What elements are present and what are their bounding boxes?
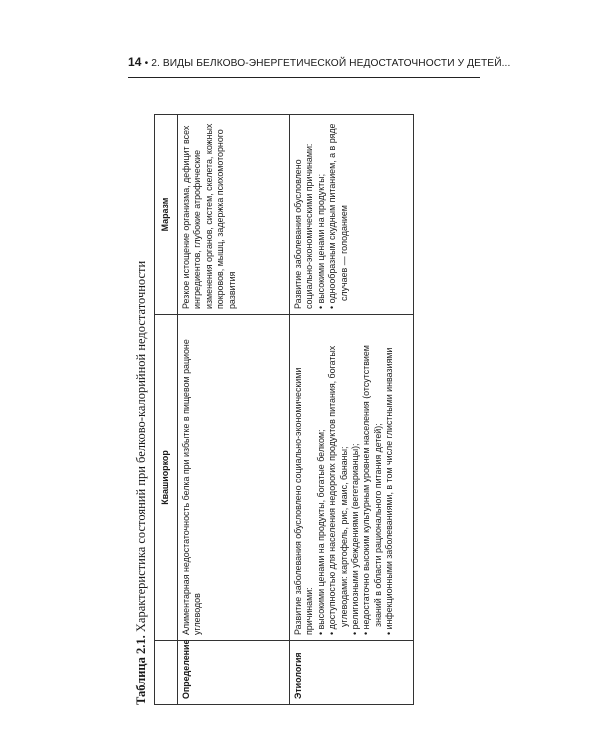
cell-text: Алиментарная недостаточность белка при избытке в пищевом рационе углеводов: [181, 339, 203, 635]
page-number: 14: [128, 55, 142, 69]
header-separator: •: [144, 58, 149, 69]
characteristics-table: [154, 114, 414, 705]
cell-definition-marasmus: [178, 115, 290, 315]
list-item: • недостаточно высоким культурным уровнем населения (отсутствием знаний в области рационального питания детей);: [361, 320, 384, 635]
list-item: • религиозными убеждениями (вегетарианцы);: [350, 320, 361, 635]
table-row-definition: [178, 115, 290, 705]
list-item: • высокими ценами на продукты;: [316, 120, 327, 309]
bullet-list: [316, 120, 350, 309]
header-cell-empty: [155, 641, 178, 705]
header-cell-kwashiorkor: Квашиоркор: [155, 315, 178, 641]
cell-text: Развитие заболевания обусловлено социально-экономическими причинами:: [293, 143, 315, 309]
table-row-etiology: [290, 115, 414, 705]
cell-text: Резкое истощение организма, дефицит всех ингредиентов, глубокие атрофические изменения органов, систем, скелета, кожных покровов, мышц, задержка психомоторного развития: [181, 123, 237, 309]
header-cell-marasmus: Маразм: [155, 115, 178, 315]
bullet-list: [316, 320, 396, 635]
list-item: • однообразным скудным питанием, а в ряде случаев — голоданием: [327, 120, 350, 309]
table-caption-label: Таблица 2.1.: [134, 635, 148, 705]
list-item: • высокими ценами на продукты, богатые белком;: [316, 320, 327, 635]
running-header: [128, 55, 511, 78]
cell-etiology-kwashiorkor: [290, 315, 414, 641]
running-title: 2. ВИДЫ БЕЛКОВО-ЭНЕРГЕТИЧЕСКОЙ НЕДОСТАТОЧНОСТИ У ДЕТЕЙ...: [151, 58, 511, 69]
list-item: • инфекционными заболеваниями, в том числе глистными инвазиями: [384, 320, 395, 635]
cell-etiology-marasmus: [290, 115, 414, 315]
cell-definition-kwashiorkor: [178, 315, 290, 641]
cell-text: Развитие заболевания обусловлено социально-экономическими причинами:: [293, 367, 315, 635]
table-header-row: [155, 115, 178, 705]
table-caption-text: Характеристика состояний при белково-калорийной недостаточности: [134, 260, 148, 636]
table-caption: [130, 115, 152, 705]
list-item: • доступностью для населения недорогих продуктов питания, богатых углеводами: картофель, рис, маис, бананы;: [327, 320, 350, 635]
row-header-definition: Определение: [178, 641, 290, 705]
row-header-etiology: Этиология: [290, 641, 414, 705]
